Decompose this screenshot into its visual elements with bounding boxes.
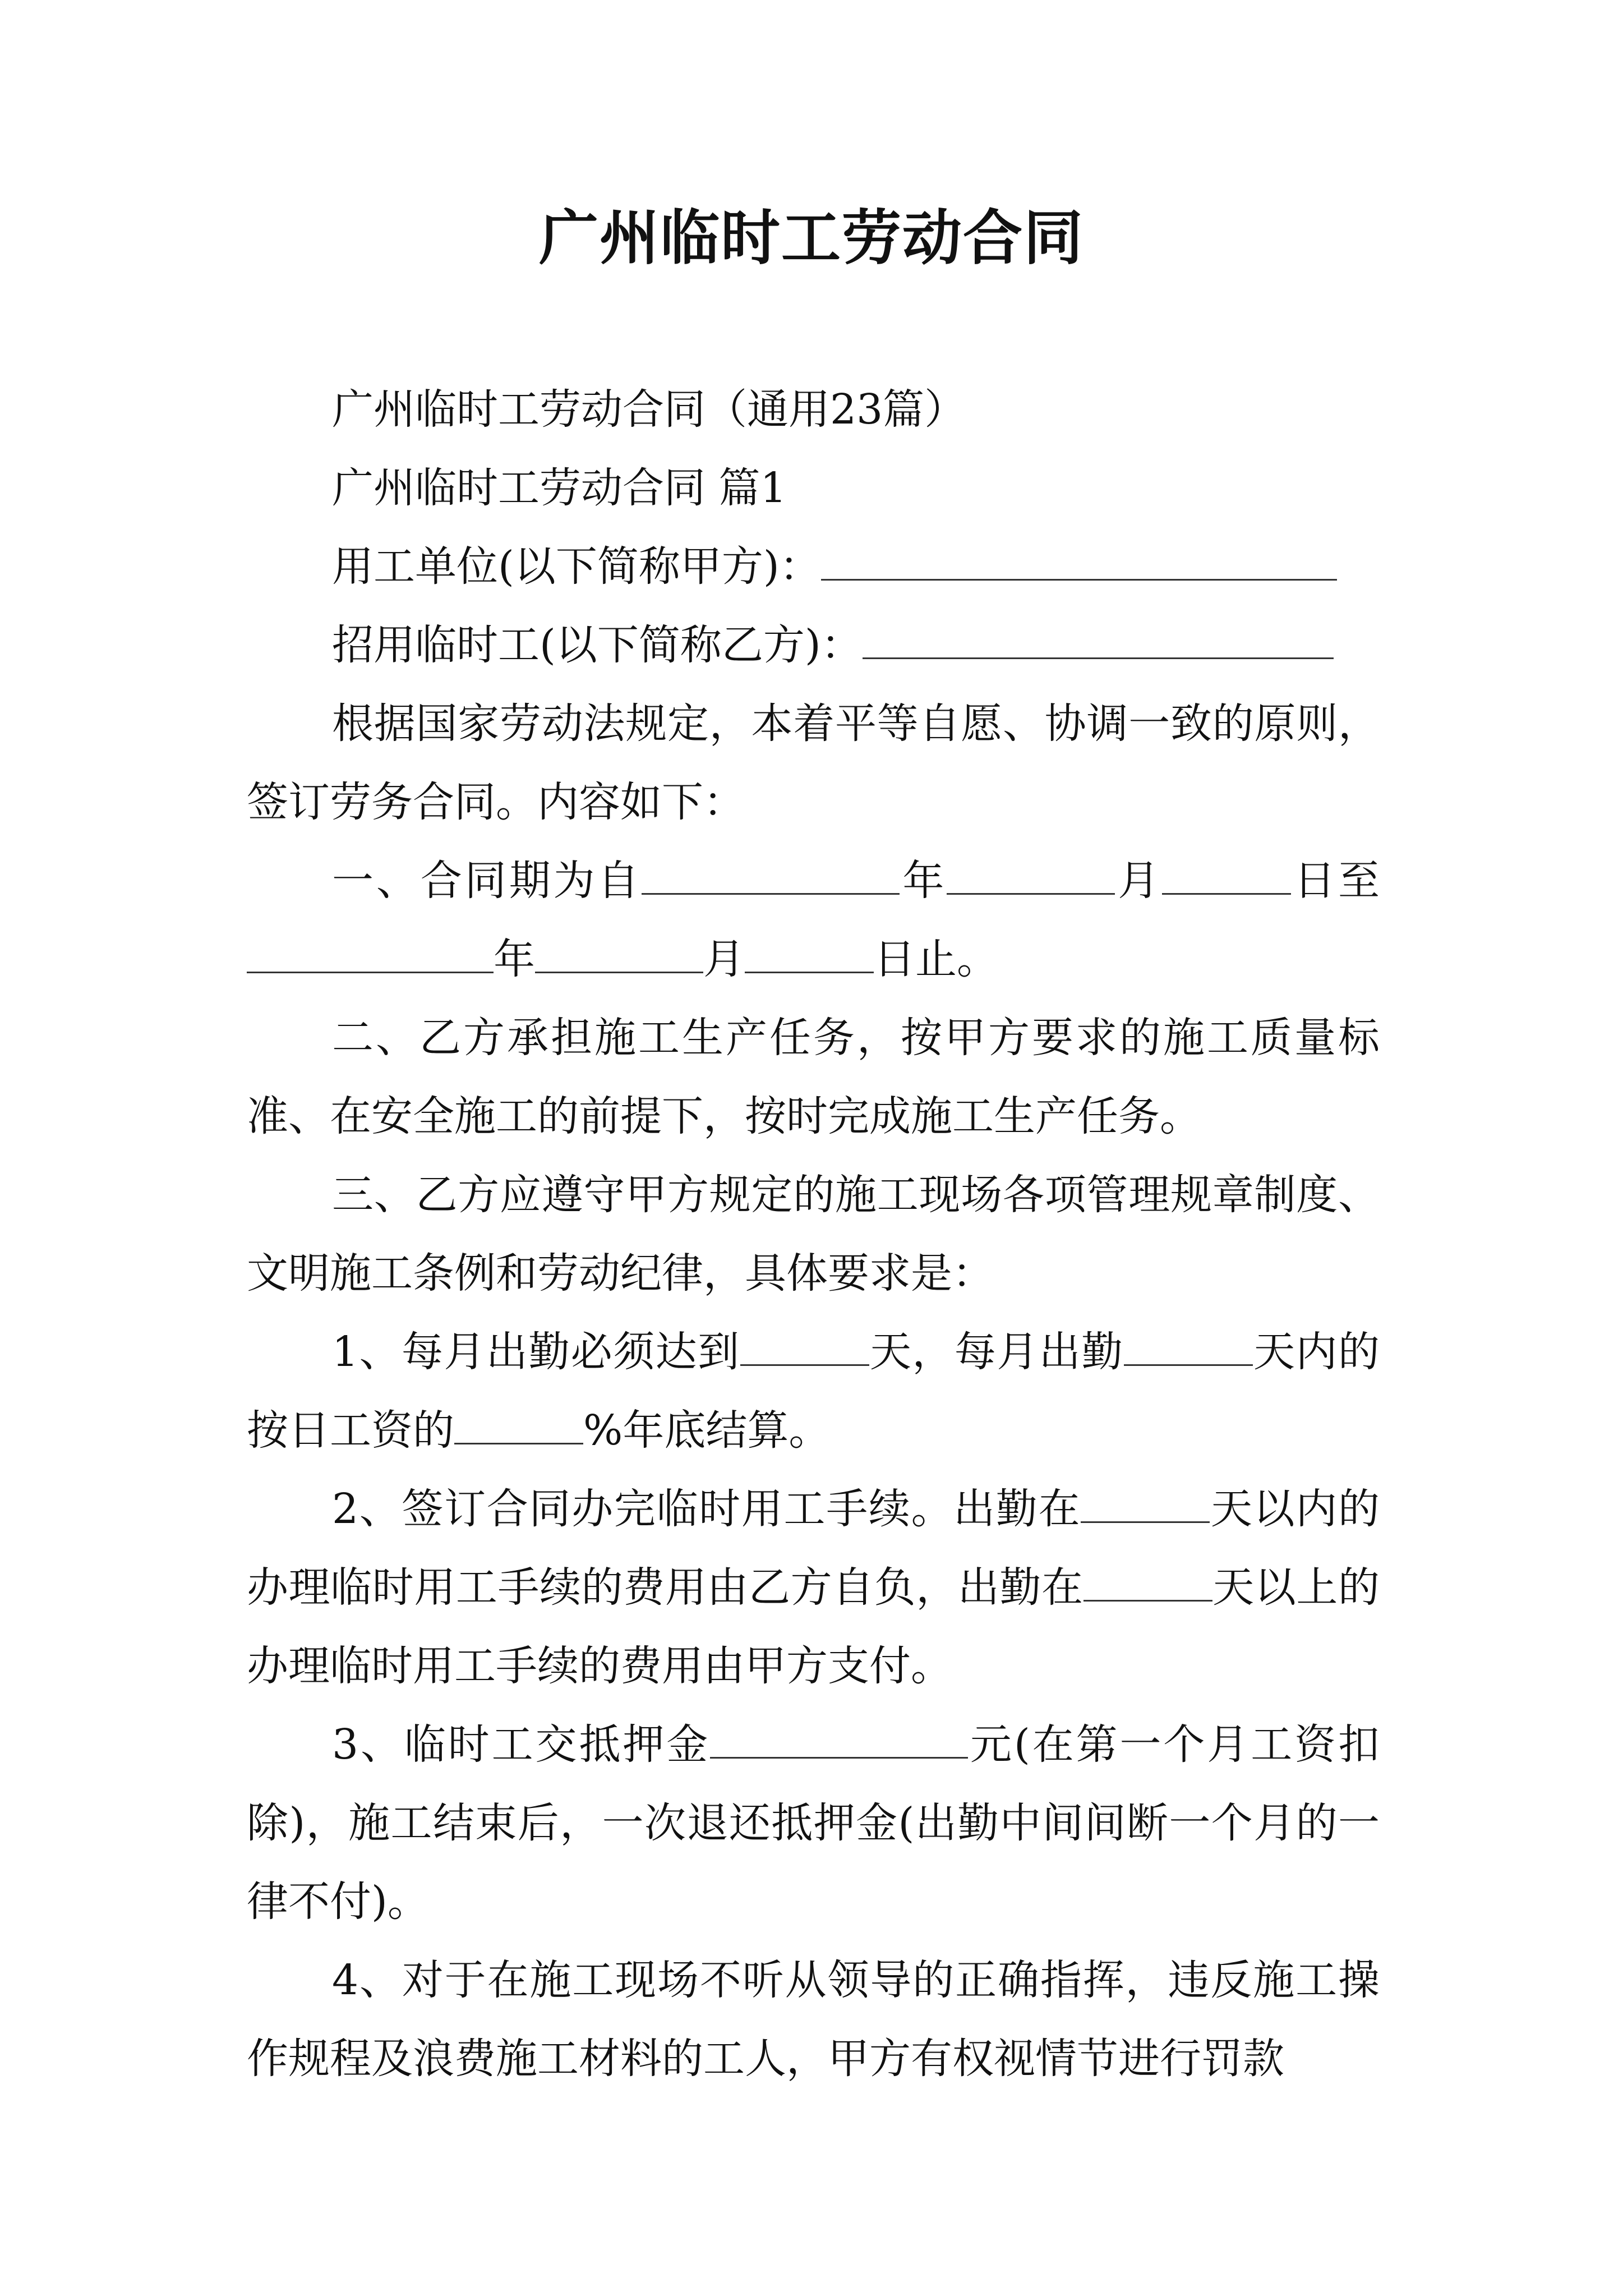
- employer-blank: [821, 540, 1337, 581]
- item-2-text: 天以上的办理临时用工手续的费用由甲方支付。: [247, 1563, 1380, 1690]
- blank: [740, 1325, 869, 1366]
- clause-1-text: 年: [900, 857, 947, 905]
- item-1-text: 天内的按日工资的: [247, 1328, 1380, 1455]
- document-title: 广州临时工劳动合同: [539, 204, 1084, 273]
- clause-1-text: 月: [703, 935, 745, 983]
- preamble: 根据国家劳动法规定，本着平等自愿、协调一致的原则，签订劳务合同。内容如下：: [247, 700, 1380, 826]
- employer-line: [247, 527, 1380, 606]
- blank: [642, 854, 900, 895]
- blank: [710, 1718, 968, 1759]
- employee-blank: [863, 618, 1334, 659]
- blank: [947, 854, 1115, 895]
- blank: [1162, 854, 1291, 895]
- clause-1-text: 日止。: [874, 935, 998, 983]
- item-2-text: 天以内的办理临时用工手续的费用由乙方自负，出勤在: [247, 1485, 1380, 1612]
- employee-label: 招用临时工(以下简称乙方)：: [332, 621, 863, 669]
- clause-2: 二、乙方承担施工生产任务，按甲方要求的施工质量标准、在安全施工的前提下，按时完成施工生产任务。: [247, 1014, 1380, 1140]
- clause-1-text: 一、合同期为自: [332, 857, 642, 905]
- clause-1-text: 月: [1115, 857, 1163, 905]
- document-body: [247, 370, 1380, 2098]
- clause-1-text: 日至: [1291, 857, 1380, 905]
- item-4: 4、对于在施工现场不听从领导的正确指挥，违反施工操作规程及浪费施工材料的工人，甲方有权视情节进行罚款: [247, 1956, 1380, 2083]
- item-3: [247, 1705, 1380, 1941]
- item-3-text: 3、临时工交抵押金: [332, 1720, 711, 1769]
- item-1: [247, 1313, 1380, 1470]
- item-1-text: %年底结算。: [583, 1406, 831, 1455]
- blank: [1081, 1482, 1210, 1523]
- employer-label: 用工单位(以下简称甲方)：: [332, 542, 821, 591]
- clause-1: [247, 841, 1380, 999]
- item-1-text: 1、每月出勤必须达到: [332, 1328, 740, 1376]
- blank: [745, 932, 874, 973]
- blank: [1083, 1561, 1212, 1602]
- section-heading: 广州临时工劳动合同 篇1: [332, 464, 787, 512]
- item-2: [247, 1470, 1380, 1705]
- blank: [1124, 1325, 1253, 1366]
- item-1-text: 天，每月出勤: [869, 1328, 1124, 1376]
- blank: [535, 932, 703, 973]
- employee-line: [247, 606, 1380, 684]
- clause-3: 三、乙方应遵守甲方规定的施工现场各项管理规章制度、文明施工条例和劳动纪律，具体要求是：: [247, 1171, 1380, 1297]
- clause-1-text: 年: [494, 935, 535, 983]
- blank: [454, 1404, 583, 1444]
- blank: [247, 932, 494, 973]
- subtitle: 广州临时工劳动合同（通用23篇）: [332, 385, 966, 434]
- item-3-text: 元(在第一个月工资扣除)，施工结束后，一次退还抵押金(出勤中间间断一个月的一律不付)。: [247, 1720, 1380, 1926]
- item-2-text: 2、签订合同办完临时用工手续。出勤在: [332, 1485, 1081, 1533]
